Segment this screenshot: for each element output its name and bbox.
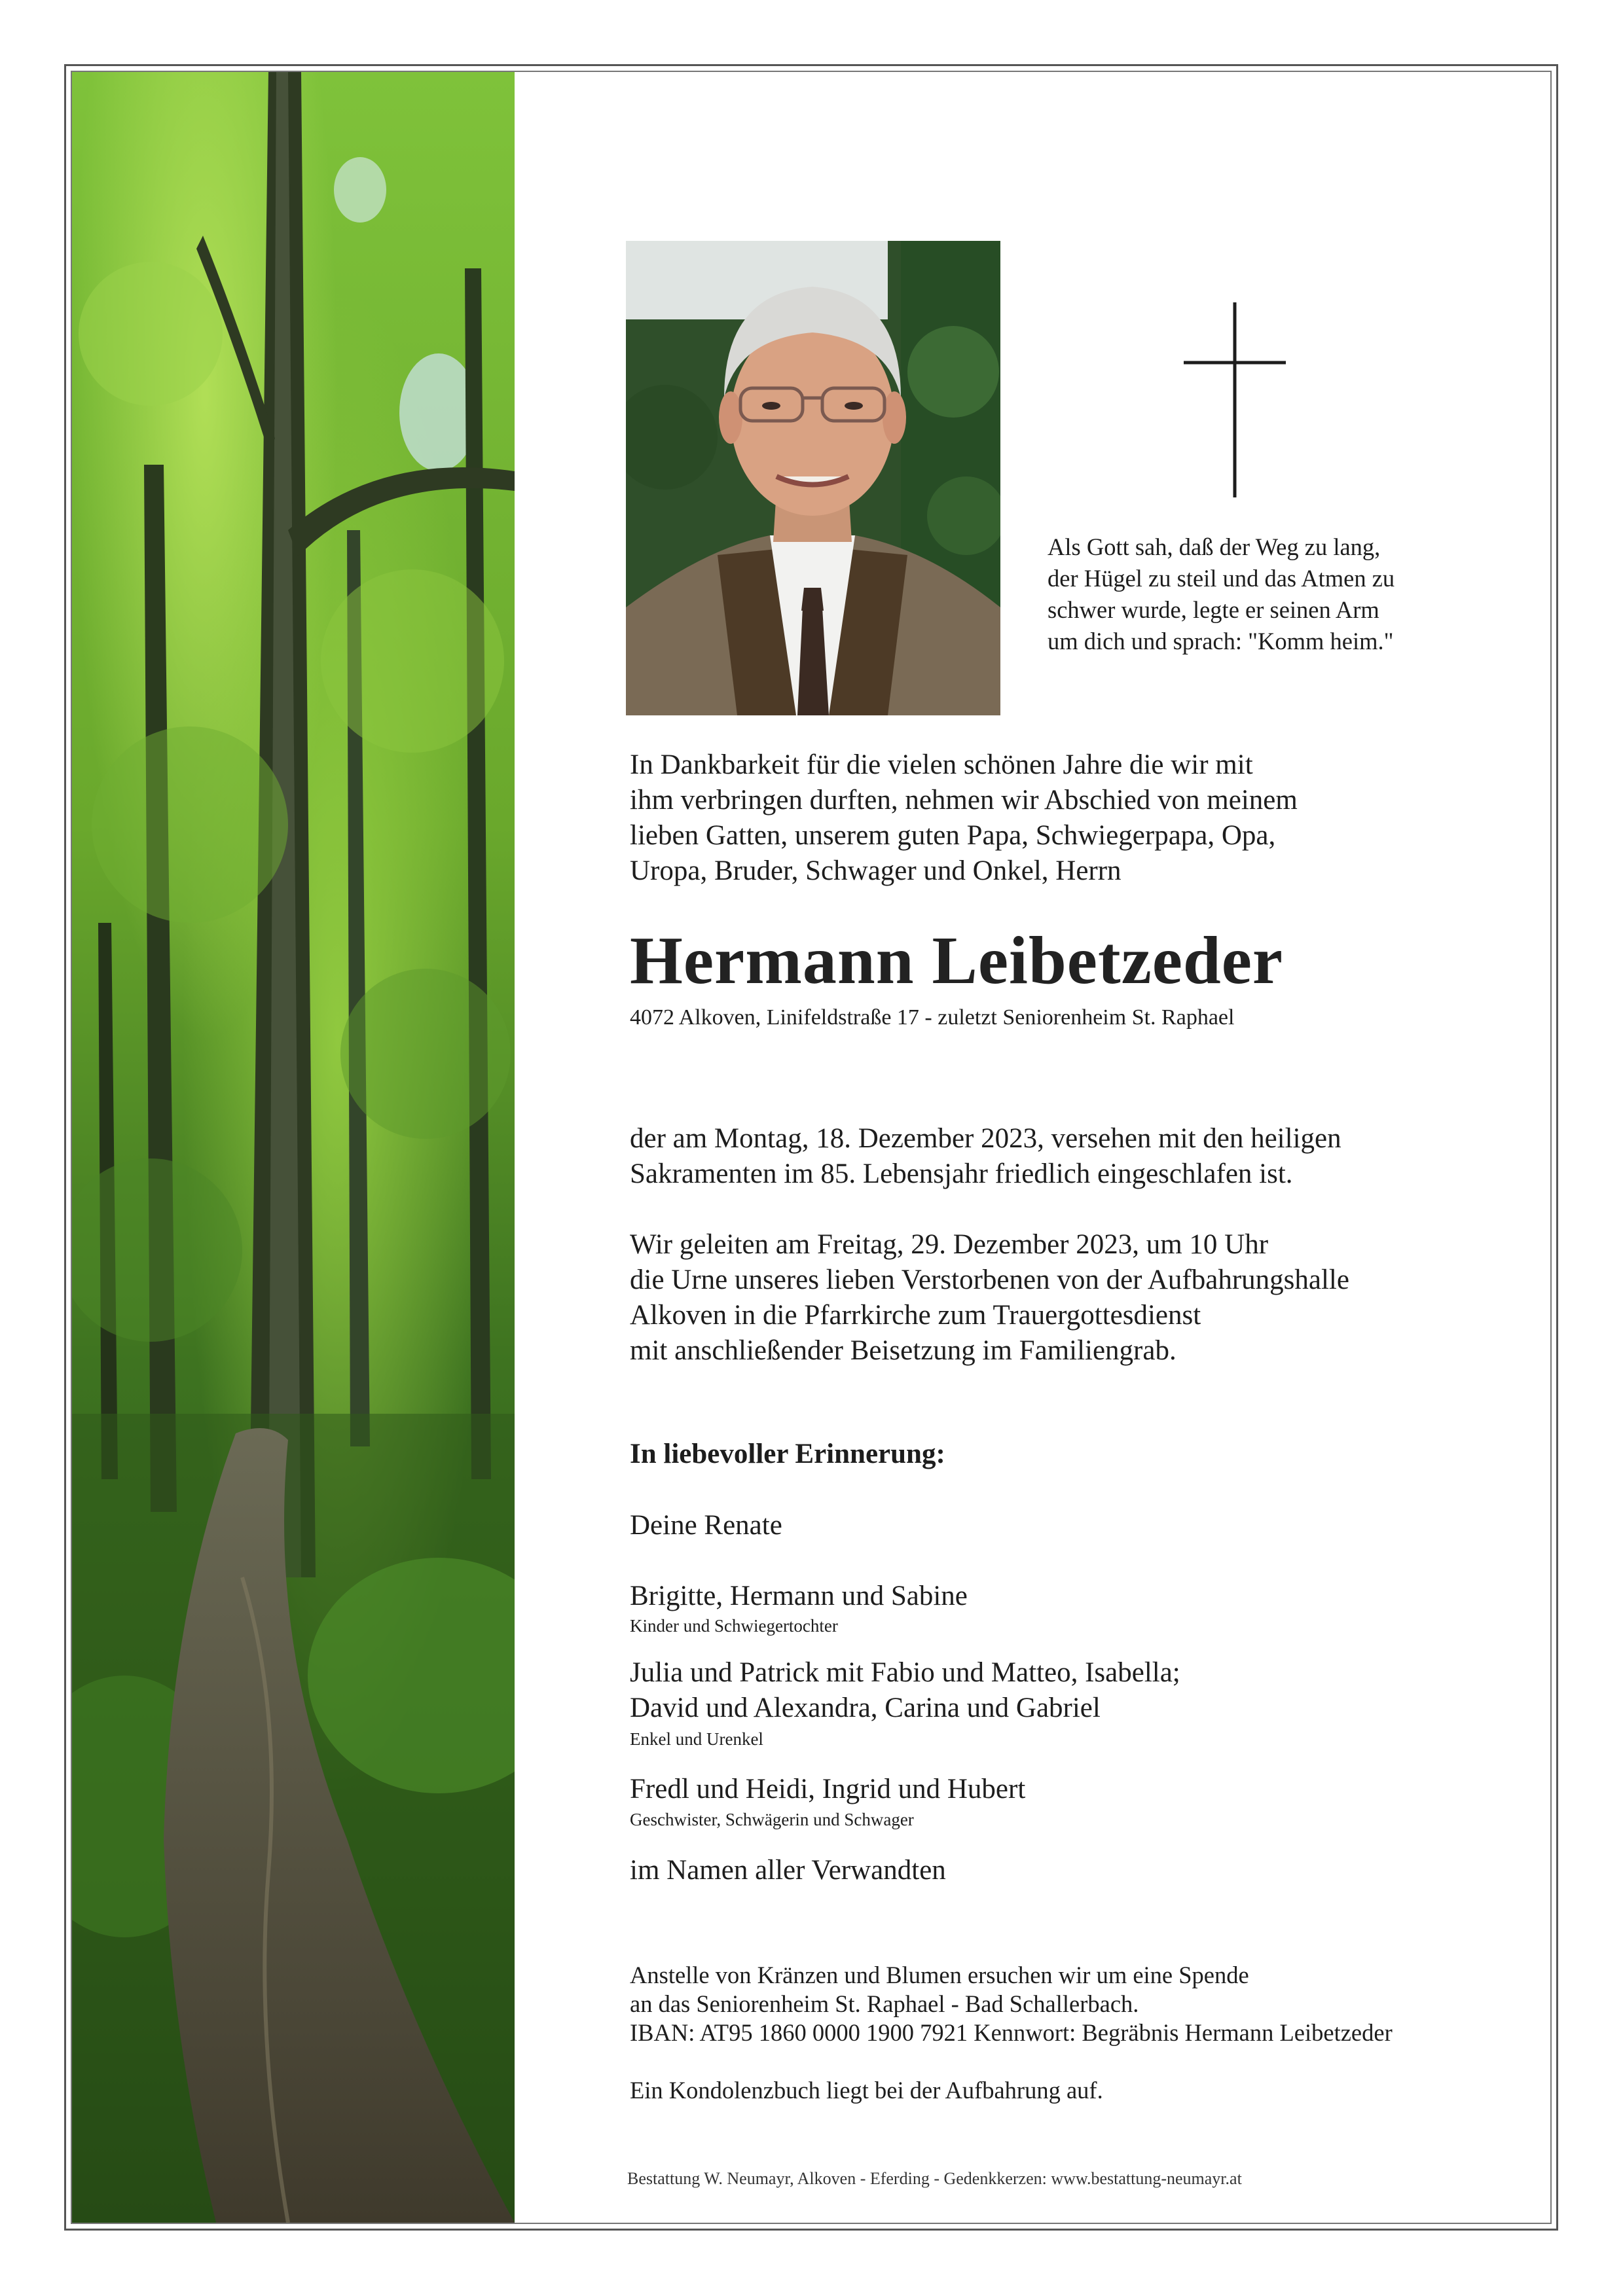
mourner-siblings-note: Geschwister, Schwägerin und Schwager [630,1810,914,1829]
mourner-grandchildren: David und Alexandra, Carina und Gabriel [630,1693,1101,1723]
mourner-grandchildren-note: Enkel und Urenkel [630,1729,763,1749]
mourner-children-note: Kinder und Schwiegertochter [630,1616,838,1636]
mourner-wife: Deine Renate [630,1510,782,1541]
forest-path-image [72,72,515,2223]
portrait-photo [626,241,1000,715]
passing-line: der am Montag, 18. Dezember 2023, versehen mit den heiligen [630,1123,1341,1154]
mourner-children: Brigitte, Hermann und Sabine [630,1581,968,1611]
ceremony-line: Wir geleiten am Freitag, 29. Dezember 2023, um 10 Uhr [630,1229,1269,1260]
verse-line: der Hügel zu steil und das Atmen zu [1048,565,1395,592]
intro-line: Uropa, Bruder, Schwager und Onkel, Herrn [630,855,1122,886]
verse-line: um dich und sprach: "Komm heim." [1048,628,1394,655]
donation-line: an das Seniorenheim St. Raphael - Bad Schallerbach. [630,1990,1139,2017]
intro-line: In Dankbarkeit für die vielen schönen Jahre die wir mit [630,749,1253,780]
mourner-grandchildren: Julia und Patrick mit Fabio und Matteo, Isabella; [630,1657,1180,1688]
verse-line: Als Gott sah, daß der Weg zu lang, [1048,533,1381,560]
passing-paragraph [630,1121,1341,1192]
cross-icon [1184,302,1286,497]
intro-line: ihm verbringen durften, nehmen wir Abschied von meinem [630,785,1298,816]
footer-undertaker: Bestattung W. Neumayr, Alkoven - Eferding - Gedenkkerzen: www.bestattung-neumayr.at [627,2169,1242,2188]
passing-line: Sakramenten im 85. Lebensjahr friedlich eingeschlafen ist. [630,1158,1293,1189]
donation-line: Anstelle von Kränzen und Blumen ersuchen wir um eine Spende [630,1962,1249,1988]
ceremony-line: die Urne unseres lieben Verstorbenen von der Aufbahrungshalle [630,1265,1349,1295]
mourner-relatives: im Namen aller Verwandten [630,1855,946,1886]
mourner-siblings: Fredl und Heidi, Ingrid und Hubert [630,1774,1026,1804]
verse-line: schwer wurde, legte er seinen Arm [1048,596,1379,623]
ceremony-line: Alkoven in die Pfarrkirche zum Trauergottesdienst [630,1300,1201,1331]
deceased-address: 4072 Alkoven, Linifeldstraße 17 - zuletzt Seniorenheim St. Raphael [630,1005,1235,1030]
intro-paragraph [630,747,1298,889]
guestbook-note: Ein Kondolenzbuch liegt bei der Aufbahrung auf. [630,2077,1103,2104]
intro-line: lieben Gatten, unserem guten Papa, Schwiegerpapa, Opa, [630,820,1276,851]
ceremony-line: mit anschließender Beisetzung im Familiengrab. [630,1335,1176,1366]
donation-paragraph [630,1961,1393,2047]
deceased-name: Hermann Leibetzeder [630,923,1284,998]
donation-line: IBAN: AT95 1860 0000 1900 7921 Kennwort: Begräbnis Hermann Leibetzeder [630,2019,1393,2046]
memory-heading: In liebevoller Erinnerung: [630,1439,945,1469]
ceremony-paragraph [630,1227,1349,1369]
verse [1048,531,1506,657]
